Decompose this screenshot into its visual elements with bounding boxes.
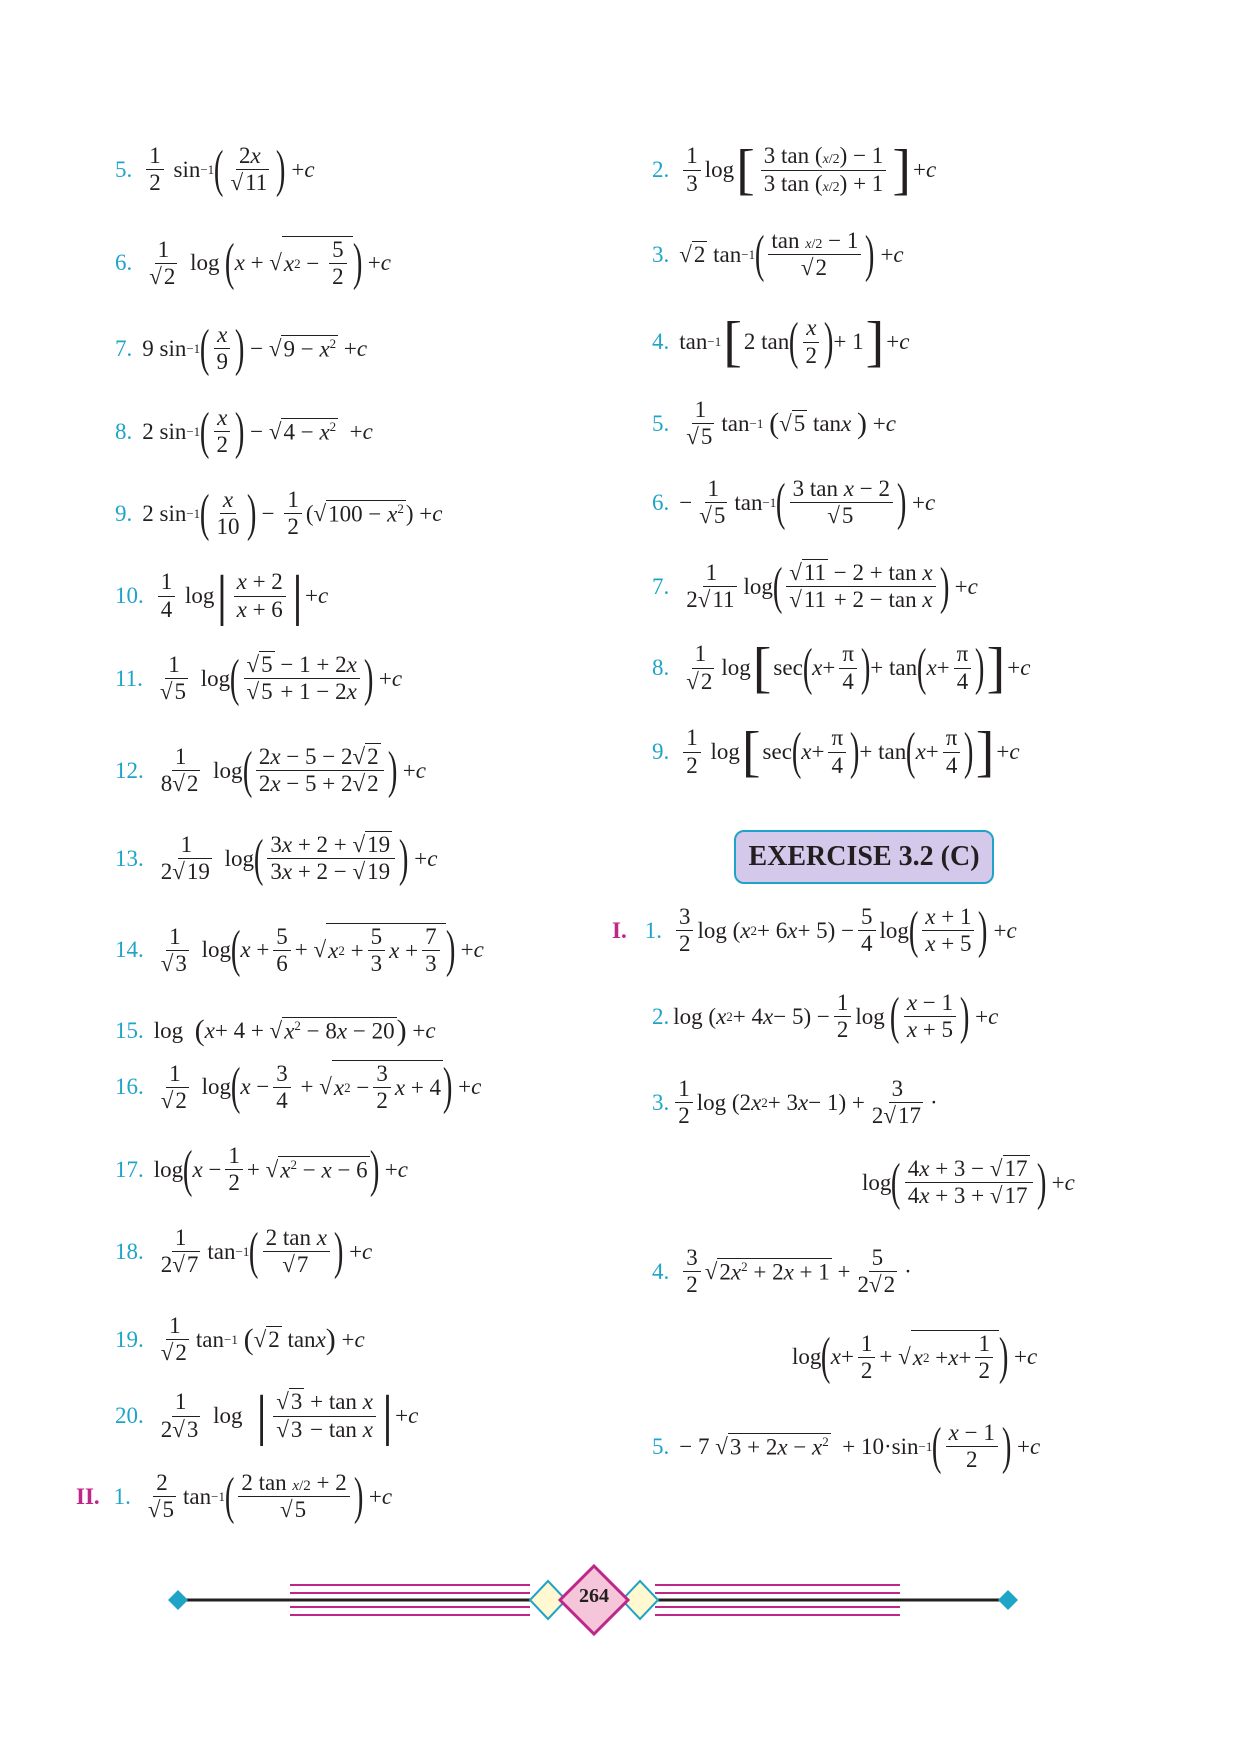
- math-expression: $\frac{1}{√2}$ tan −1 ( √ 2 tan x ) + c: [160, 1313, 365, 1366]
- answer-left-II-1: [76, 1467, 393, 1525]
- ornament-diamond: [168, 1590, 188, 1610]
- answer-right-6: [652, 473, 936, 531]
- math-expression: − $\frac{1}{√5}$ tan −1 ( $\frac{\text{3 tan x − 2}}{√5}$ ) + c: [679, 473, 936, 531]
- answer-left-19: [115, 1313, 365, 1367]
- item-number: 20.: [115, 1403, 144, 1428]
- item-number: 3.: [652, 241, 670, 267]
- math-expression: $\frac{1}{√3}$ log ( x + $\frac{5}{6}$ + √ x 2 + $\frac{5}{3}$ x + $\frac{7}{3}$ ) + c: [160, 921, 484, 979]
- item-number: 12.: [115, 757, 144, 783]
- exercise-title: EXERCISE 3.2 (C): [748, 841, 980, 872]
- math-expression: − 7 √ $3 + 2x - x^2$ + 10·sin −1 ( $\frac{x - 1}{2}$ ) + c: [679, 1417, 1041, 1475]
- math-expression: log ( $\frac{4x + 3 - √17}{4x + 3 + √17}$ ) + c: [862, 1153, 1075, 1211]
- item-number: 13.: [115, 845, 144, 871]
- item-number: 18.: [115, 1238, 144, 1264]
- item-number: 16.: [115, 1074, 144, 1100]
- math-expression: 2 sin −1 ( $\frac{x}{2}$ ) − √ $4 - x^2$ + c: [142, 402, 373, 460]
- answer-exercise-4: [652, 1245, 912, 1299]
- math-expression: $\frac{1}{3}$ log [ $\frac{3 \tan (x/2) - 1}{3 \tan (x/2) + 1}$ ] + c: [679, 142, 936, 198]
- math-expression: log ( x + $\frac{1}{2}$ + √ x 2 + x + $\frac{1}{2}$ ) + c: [792, 1328, 1038, 1386]
- math-expression: $\frac{1}{√5}$ tan −1 ( √ 5 tan x ) + c: [686, 397, 896, 450]
- math-expression: $\frac{1}{2}$ log (2 x 2 + 3 x − 1) + $\frac{3}{2√17}$ ·: [671, 1076, 937, 1130]
- item-number: 8.: [652, 655, 670, 680]
- answer-exercise-5: [652, 1417, 1041, 1475]
- item-number: 15.: [115, 1018, 144, 1043]
- answer-right-8: [652, 637, 1031, 699]
- answer-left-17: [115, 1140, 408, 1198]
- section-label-II: II.: [76, 1483, 100, 1509]
- answer-left-15: [115, 1014, 436, 1048]
- item-number: 4.: [652, 329, 670, 354]
- math-expression: tan −1 [ 2 tan ( $\frac{x}{2}$ ) + 1 ] + c: [679, 311, 910, 373]
- math-expression: $\frac{3}{2}$ √ $2x^2 + 2x + 1$ + $\frac{5}{2√2}$ ·: [679, 1245, 912, 1299]
- item-number: 3.: [652, 1089, 670, 1115]
- math-expression: $\frac{3}{2}$ log ( x 2 + 6 x + 5) − $\frac{5}{4}$ log ( $\frac{x + 1}{x + 5}$ ) + c: [672, 904, 1017, 958]
- page-footer-ornament: [0, 1555, 1241, 1645]
- math-expression: $\frac{1}{2√11}$ log ( $\frac{\text{√11 − 2 + tan x}}{\text{√11 + 2 − tan x}}$ ) + c: [686, 557, 978, 615]
- answer-left-7: [115, 319, 368, 377]
- math-expression: $\frac{1}{√2}$ log ( x + √ x 2 − $\frac{5}{2}$ ) + c: [149, 234, 391, 292]
- answer-left-6: [115, 236, 391, 291]
- answer-left-14: [115, 923, 484, 978]
- answer-left-8: [115, 402, 373, 460]
- answer-right-2: [652, 139, 937, 201]
- item-number: 11.: [115, 665, 143, 691]
- math-expression: $\frac{1}{2√3}$ log | $\frac{\text{√3 + tan x}}{\text{√3 − tan x}}$ | + c: [160, 1385, 419, 1447]
- item-number: 6.: [115, 250, 133, 276]
- item-number: 19.: [115, 1326, 144, 1352]
- math-expression: $\frac{1}{2√7}$ tan −1 ( $\frac{\text{2 tan x}}{√7}$ ) + c: [160, 1222, 373, 1280]
- answer-left-11: [115, 649, 403, 707]
- answer-exercise-3-cont: [862, 1153, 1075, 1211]
- answer-right-4: [652, 311, 910, 373]
- answer-left-5: [115, 140, 315, 198]
- answer-exercise-1: [612, 901, 1017, 959]
- answer-left-16: [115, 1060, 481, 1115]
- item-number: 7.: [652, 573, 670, 599]
- item-number: 9.: [652, 739, 670, 764]
- math-expression: √ 2 tan −1 ( $\frac{\text{tan x/2 − 1}}{√2}$ ) + c: [679, 225, 904, 283]
- math-expression: $\frac{1}{√5}$ log ( $\frac{√5 - 1 + 2x}{√5 + 1 - 2x}$ ) + c: [159, 649, 403, 707]
- answer-left-12: [115, 741, 426, 799]
- exercise-heading: [734, 830, 994, 884]
- math-expression: $\frac{1}{2}$ log [ sec ( x + $\frac{\pi}{4}$ ) + tan ( x + $\frac{\pi}{4}$ ) ] + c: [679, 724, 1019, 780]
- ornament-diamond: [998, 1590, 1018, 1610]
- answer-right-5: [652, 397, 896, 451]
- answer-exercise-3: [652, 1076, 938, 1130]
- item-number: 5.: [652, 410, 670, 436]
- item-number: 1.: [644, 917, 662, 943]
- item-number: 2.: [652, 1003, 670, 1029]
- math-expression: $\frac{2}{√5}$ tan −1 ( $\frac{\text{2 tan x/2 + 2}}{√5}$ ) + c: [147, 1467, 393, 1525]
- math-expression: $\frac{1}{√2}$ log [ sec ( x + $\frac{\pi}{4}$ ) + tan ( x + $\frac{\pi}{4}$ ) ] + c: [686, 637, 1031, 699]
- math-expression: log ( x 2 + 4 x − 5) − $\frac{1}{2}$ log ( $\frac{x - 1}{x + 5}$ ) + c: [673, 987, 999, 1045]
- answer-left-20: [115, 1385, 419, 1447]
- answer-exercise-2: [652, 987, 999, 1045]
- item-number: 1.: [113, 1483, 131, 1509]
- item-number: 10.: [115, 583, 144, 608]
- answer-left-18: [115, 1222, 373, 1280]
- item-number: 4.: [652, 1258, 670, 1284]
- answer-right-9: [652, 721, 1020, 783]
- math-expression: $\frac{1}{8√2}$ log ( $\frac{2x - 5 - 2√2}{2x - 5 + 2√2}$ ) + c: [160, 741, 426, 799]
- item-number: 5.: [115, 156, 133, 182]
- answer-left-9: [115, 484, 443, 542]
- item-number: 17.: [115, 1156, 144, 1182]
- item-number: 14.: [115, 937, 144, 963]
- item-number: 8.: [115, 418, 133, 444]
- item-number: 5.: [652, 1433, 670, 1459]
- answer-right-3: [652, 225, 904, 283]
- math-expression: $\frac{1}{4}$ log | $\frac{x + 2}{x + 6}$ | + c: [154, 568, 328, 624]
- answer-left-10: [115, 565, 329, 627]
- item-number: 2.: [652, 157, 670, 182]
- item-number: 9.: [115, 500, 133, 526]
- item-number: 6.: [652, 489, 670, 515]
- math-expression: log ( x − $\frac{1}{2}$ + √ $x^2 - x - 6$ ) + c: [153, 1140, 408, 1198]
- item-number: 7.: [115, 335, 133, 361]
- answer-right-7: [652, 557, 978, 615]
- answer-left-13: [115, 829, 438, 887]
- answer-exercise-4-cont: [792, 1330, 1037, 1385]
- page-number: 264: [579, 1585, 609, 1607]
- math-expression: $\frac{1}{2√19}$ log ( $\frac{3x + 2 + √19}{3x + 2 - √19}$ ) + c: [160, 829, 438, 887]
- math-expression: 2 sin −1 ( $\frac{x}{10}$ ) − $\frac{1}{2}$ (√ $100 - x^2$ ) + c: [142, 484, 443, 542]
- math-expression: $\frac{1}{√2}$ log ( x − $\frac{3}{4}$ + √ x 2 − $\frac{3}{2}$ x + 4 ) + c: [160, 1058, 482, 1116]
- math-expression: log ( x + 4 + √ $x^2 - 8x - 20$ ) + c: [153, 1014, 436, 1047]
- math-expression: $\frac{1}{2}$ sin −1 ( $\frac{2x}{√11}$ ) + c: [142, 143, 314, 197]
- section-label-I: I.: [612, 917, 627, 943]
- math-expression: 9 sin −1 ( $\frac{x}{9}$ ) − √ $9 - x^2$ + c: [142, 319, 368, 377]
